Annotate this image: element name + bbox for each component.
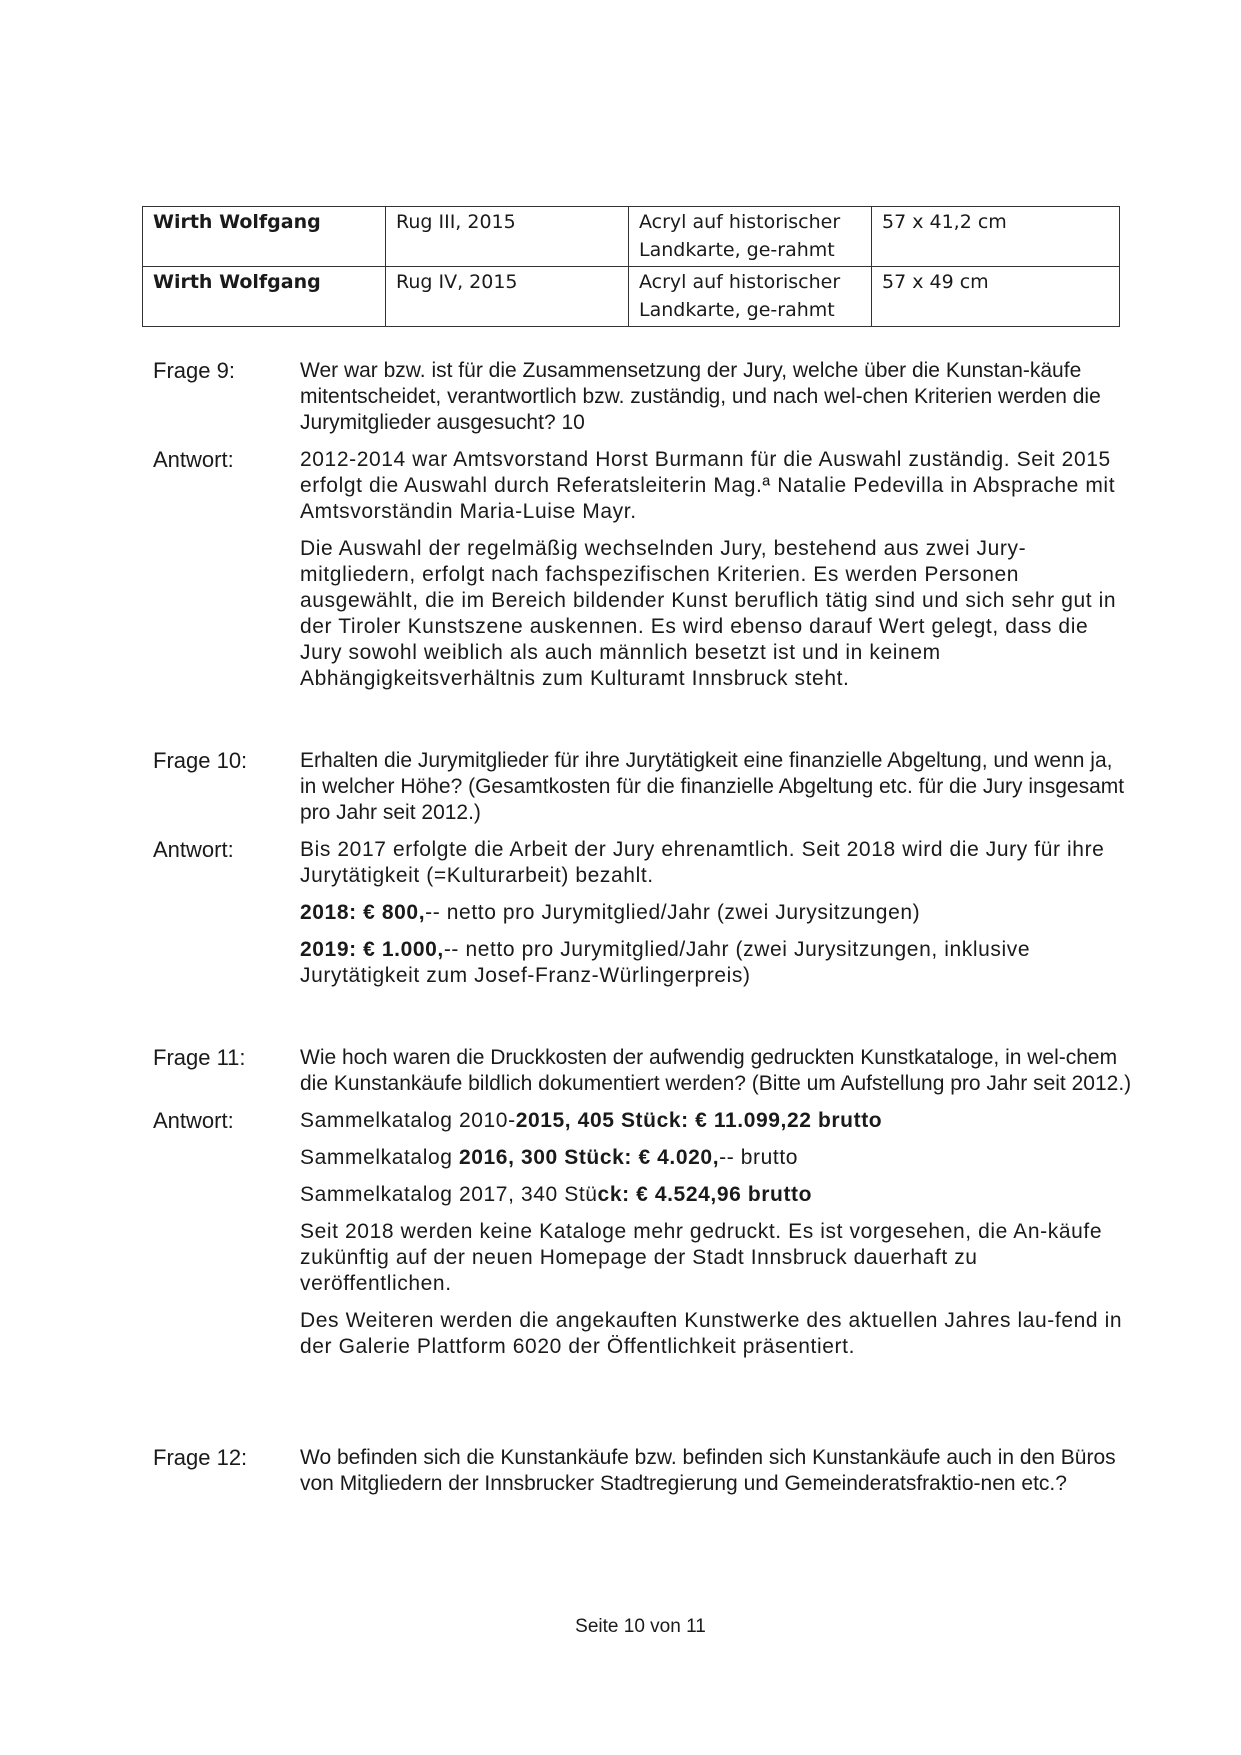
answer-body xyxy=(300,1108,1133,1360)
answer-paragraph: Des Weiteren werden die angekauften Kunstwerke des aktuellen Jahres lau-fend in der Galerie Plattform 6020 der Öffentlichkeit präsentiert. xyxy=(300,1309,1123,1358)
amount-bold: 2018: € 800, xyxy=(300,901,426,924)
answer-body xyxy=(300,837,1133,989)
size-cell: 57 x 41,2 cm xyxy=(872,207,1120,267)
page-number: Seite 10 von 11 xyxy=(575,1616,706,1637)
amount-bold: 2019: € 1.000, xyxy=(300,938,444,961)
question-label: Frage 9: xyxy=(153,358,235,383)
amount-rest: -- netto pro Jurymitglied/Jahr (zwei Jurysitzungen) xyxy=(425,901,921,924)
answer-10 xyxy=(153,837,1133,989)
technique-cell: Acryl auf historischer Landkarte, ge-rahmt xyxy=(629,267,872,327)
catalog-text: Sammelkatalog 2017, 340 Stü xyxy=(300,1183,598,1206)
qa-block-9 xyxy=(153,358,1133,703)
answer-9 xyxy=(153,447,1133,692)
answer-paragraph: Seit 2018 werden keine Kataloge mehr gedruckt. Es ist vorgesehen, die An-käufe zukünftig auf der neuen Homepage der Stadt Innsbruck dauerhaft zu veröffentlichen. xyxy=(300,1220,1103,1295)
technique-cell: Acryl auf historischer Landkarte, ge-rahmt xyxy=(629,207,872,267)
catalog-bold: 2015, 405 Stück: € 11.099,22 brutto xyxy=(515,1109,883,1132)
qa-block-12 xyxy=(153,1445,1133,1508)
catalog-text: Sammelkatalog 2010- xyxy=(300,1109,516,1132)
question-label: Frage 10: xyxy=(153,748,248,773)
table-row xyxy=(143,267,1120,327)
question-12 xyxy=(153,1445,1133,1497)
question-text: Wer war bzw. ist für die Zusammensetzung der Jury, welche über die Kunstan-käufe mitentscheidet, verantwortlich bzw. zuständig, und nach wel-chen Kriterien werden die Jurymitglieder ausgesucht? 10 xyxy=(300,359,1101,434)
catalog-line xyxy=(300,1108,1133,1134)
amount-rest: -- netto pro Jurymitglied/Jahr (zwei Jurysitzungen, inklusive Jurytätigkeit zum Josef-Franz-Würlingerpreis) xyxy=(300,938,1031,987)
answer-label: Antwort: xyxy=(153,1108,234,1133)
catalog-bold: ck: € 4.524,96 brutto xyxy=(597,1183,813,1206)
question-label: Frage 11: xyxy=(153,1045,246,1070)
title-cell: Rug IV, 2015 xyxy=(386,267,629,327)
artist-cell: Wirth Wolfgang xyxy=(143,207,386,267)
catalog-line xyxy=(300,1182,1133,1208)
catalog-bold: 2016, 300 Stück: € 4.020, xyxy=(458,1146,720,1169)
question-10 xyxy=(153,748,1133,826)
question-9 xyxy=(153,358,1133,436)
answer-paragraph: Die Auswahl der regelmäßig wechselnden Jury, bestehend aus zwei Jury-mitgliedern, erfolgt nach fachspezifischen Kriterien. Es werden Personen ausgewählt, die im Bereich bildender Kunst beruflich tätig sind und sich sehr gut in der Tiroler Kunstszene auskennen. Es wird ebenso darauf Wert gelegt, dass die Jury sowohl weiblich als auch männlich besetzt ist und in keinem Abhängigkeitsverhältnis zum Kulturamt Innsbruck steht. xyxy=(300,537,1117,690)
question-label: Frage 12: xyxy=(153,1445,248,1470)
title-cell: Rug III, 2015 xyxy=(386,207,629,267)
artist-cell: Wirth Wolfgang xyxy=(143,267,386,327)
artworks-table xyxy=(142,206,1120,327)
catalog-rest: -- brutto xyxy=(719,1146,799,1169)
answer-paragraph: 2012-2014 war Amtsvorstand Horst Burmann für die Auswahl zuständig. Seit 2015 erfolgt die Auswahl durch Referatsleiterin Mag.ª Natalie Pedevilla in Absprache mit Amtsvorständin Maria-Luise Mayr. xyxy=(300,448,1116,523)
qa-block-10 xyxy=(153,748,1133,1000)
answer-label: Antwort: xyxy=(153,837,234,862)
question-text: Wo befinden sich die Kunstankäufe bzw. befinden sich Kunstankäufe auch in den Büros von Mitgliedern der Innsbrucker Stadtregierung und Gemeinderatsfraktio-nen etc.? xyxy=(300,1446,1116,1495)
answer-paragraph: Bis 2017 erfolgte die Arbeit der Jury ehrenamtlich. Seit 2018 wird die Jury für ihre Jurytätigkeit (=Kulturarbeit) bezahlt. xyxy=(300,838,1105,887)
question-text: Wie hoch waren die Druckkosten der aufwendig gedruckten Kunstkataloge, in wel-chem die Kunstankäufe bildlich dokumentiert werden? (Bitte um Aufstellung pro Jahr seit 2012.) xyxy=(300,1046,1132,1095)
qa-block-11 xyxy=(153,1045,1133,1371)
catalog-text: Sammelkatalog xyxy=(300,1146,459,1169)
answer-body xyxy=(300,447,1133,692)
size-cell: 57 x 49 cm xyxy=(872,267,1120,327)
answer-11 xyxy=(153,1108,1133,1360)
answer-label: Antwort: xyxy=(153,447,234,472)
table-row xyxy=(143,207,1120,267)
question-text: Erhalten die Jurymitglieder für ihre Jurytätigkeit eine finanzielle Abgeltung, und wenn ja, in welcher Höhe? (Gesamtkosten für die finanzielle Abgeltung etc. für die Jury insgesamt pro Jahr seit 2012.) xyxy=(300,749,1125,824)
question-11 xyxy=(153,1045,1133,1097)
answer-paragraph xyxy=(300,937,1133,989)
answer-paragraph xyxy=(300,900,1133,926)
catalog-line xyxy=(300,1145,1133,1171)
